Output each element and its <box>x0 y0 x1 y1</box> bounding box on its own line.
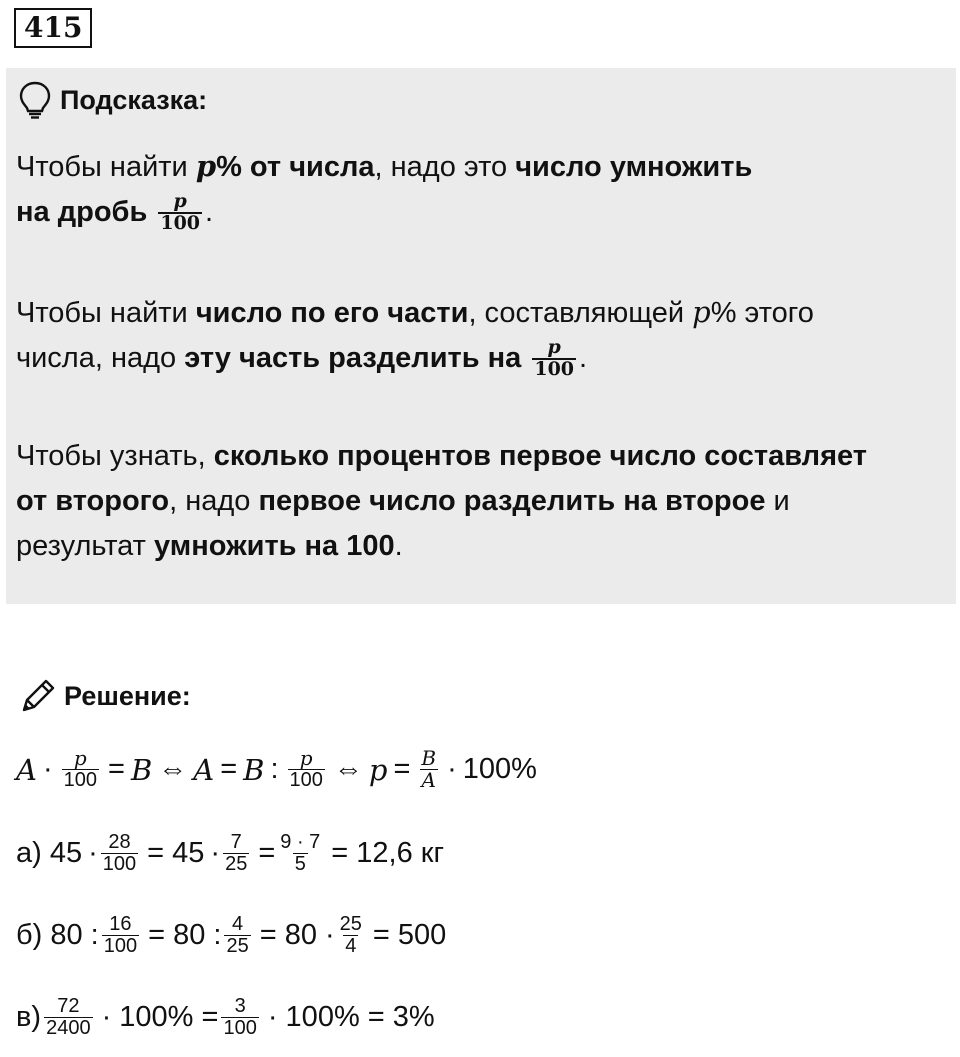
task-number: 415 <box>14 8 92 48</box>
bold-text: умножить на 100 <box>154 530 395 562</box>
denominator: 100 <box>160 212 201 235</box>
solution-header <box>18 676 191 716</box>
solution-line-a <box>16 832 444 875</box>
text: и <box>765 485 790 517</box>
numerator: p <box>299 746 313 770</box>
var-B: B <box>130 752 153 787</box>
fraction <box>338 914 364 957</box>
numerator: 3 <box>234 995 246 1017</box>
text: , надо <box>169 485 259 517</box>
operator: · <box>88 837 98 869</box>
bold-text: первое число разделить на второе <box>258 485 766 517</box>
text: = 80 : <box>148 919 222 951</box>
text: , составляющей <box>468 297 693 329</box>
hint-panel <box>6 68 956 604</box>
operator: = <box>108 753 125 785</box>
solution-title: Решение: <box>64 680 191 711</box>
operator: = <box>220 753 238 785</box>
operator: = <box>393 753 411 785</box>
text: . <box>579 342 588 374</box>
denominator: 100 <box>289 769 323 791</box>
text: 100% <box>462 753 537 785</box>
text: результат <box>16 530 155 562</box>
numerator: 28 <box>108 831 131 853</box>
hint-header <box>18 80 207 120</box>
pencil-icon <box>18 676 58 716</box>
fraction-p-100 <box>288 748 325 791</box>
fraction-p-100 <box>62 748 99 791</box>
operator: · <box>42 753 53 785</box>
denominator: A <box>421 768 436 792</box>
fraction <box>221 996 258 1039</box>
denominator: 100 <box>103 935 138 957</box>
solution-line-c <box>16 996 435 1039</box>
var-A: A <box>16 752 37 787</box>
bold-text: эту часть разделить на <box>184 342 530 374</box>
denominator: 100 <box>223 1017 257 1039</box>
bold-text: на дробь <box>16 196 156 228</box>
denominator: 4 <box>345 935 357 957</box>
operator: · <box>210 837 221 869</box>
var-A: A <box>193 752 215 787</box>
denominator: 100 <box>534 358 575 381</box>
fraction <box>278 832 322 875</box>
var-p: p <box>195 149 217 183</box>
text: числа, надо <box>16 342 185 374</box>
numerator: p <box>73 746 87 770</box>
text: · 100% = <box>101 1001 219 1033</box>
numerator: 4 <box>232 913 244 935</box>
fraction-p-100 <box>158 192 202 234</box>
numerator: p <box>547 336 561 359</box>
bold-text: сколько процентов первое число составляет <box>213 440 867 472</box>
text: Чтобы найти <box>16 151 196 183</box>
text: б) 80 : <box>16 919 99 951</box>
numerator: 9 · 7 <box>280 831 321 853</box>
formula-line <box>16 748 537 791</box>
text: Чтобы узнать, <box>16 440 214 472</box>
operator: · <box>447 753 457 785</box>
hint-paragraph-3 <box>16 434 946 569</box>
operator: ⇔ <box>333 753 363 785</box>
numerator: 16 <box>109 913 132 935</box>
numerator: p <box>173 190 187 213</box>
hint-title: Подсказка: <box>60 84 208 115</box>
text: . <box>205 196 214 228</box>
fraction <box>102 914 139 957</box>
denominator: 25 <box>226 935 249 957</box>
solution-line-b <box>16 914 446 957</box>
fraction <box>101 832 138 875</box>
operator: ⇔ <box>158 753 188 785</box>
numerator: B <box>421 746 437 770</box>
fraction-B-A <box>419 748 438 791</box>
lightbulb-icon <box>18 80 52 120</box>
text: Чтобы найти <box>16 297 196 329</box>
denominator: 100 <box>63 769 97 791</box>
fraction-p-100 <box>532 338 576 380</box>
bold-text: число умножить <box>515 151 753 183</box>
text: = 12,6 кг <box>331 837 445 869</box>
numerator: 25 <box>339 913 362 935</box>
bold-text: число по его части <box>195 297 469 329</box>
text: . <box>394 530 403 562</box>
text: % этого <box>710 297 814 329</box>
text: в) <box>16 1001 42 1033</box>
numerator: 7 <box>230 831 242 853</box>
var-p: p <box>692 295 711 329</box>
var-B: B <box>243 752 265 787</box>
operator: = <box>258 837 276 869</box>
denominator: 100 <box>102 853 137 875</box>
hint-paragraph-2 <box>16 290 946 381</box>
operator: : <box>270 753 279 785</box>
text: = 80 · <box>259 919 335 951</box>
text: = 45 <box>147 837 205 869</box>
hint-paragraph-1 <box>16 144 946 235</box>
denominator: 2400 <box>46 1017 91 1039</box>
fraction <box>224 914 250 957</box>
fraction <box>223 832 249 875</box>
numerator: 72 <box>57 995 80 1017</box>
text: а) 45 <box>16 837 83 869</box>
bold-text: % от числа <box>216 151 375 183</box>
denominator: 25 <box>225 853 248 875</box>
text: = 500 <box>372 919 447 951</box>
text: , надо это <box>374 151 516 183</box>
denominator: 5 <box>294 853 306 875</box>
bold-text: от второго <box>16 485 170 517</box>
var-p: p <box>368 752 388 787</box>
fraction <box>44 996 93 1039</box>
text: · 100% = 3% <box>267 1001 435 1033</box>
